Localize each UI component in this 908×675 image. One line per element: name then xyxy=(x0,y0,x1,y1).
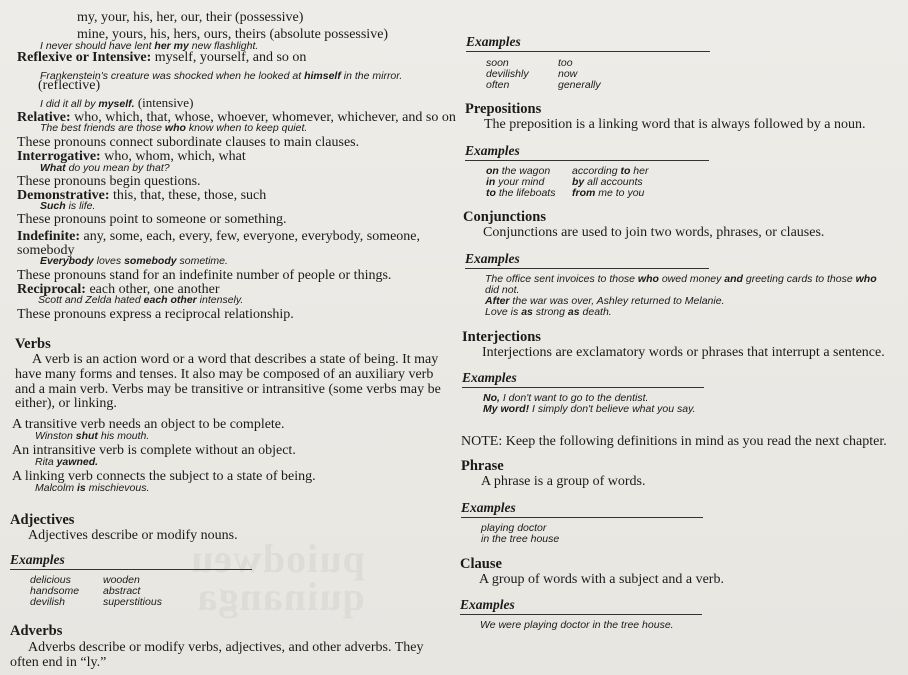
linking-example: Malcolm is mischievous. xyxy=(35,482,150,494)
adverb-example-1b: too xyxy=(558,57,573,69)
clause-examples-label: Examples xyxy=(460,597,515,615)
verbs-paragraph-line1: A verb is an action word or a word that describes a state of being. It may xyxy=(32,352,439,367)
prepositions-def: The preposition is a linking word that is always followed by a noun. xyxy=(484,117,866,132)
interjections-def: Interjections are exclamatory words or phrases that interrupt a sentence. xyxy=(482,345,885,360)
conjunctions-def: Conjunctions are used to join two words, phrases, or clauses. xyxy=(483,225,825,240)
verbs-heading: Verbs xyxy=(15,336,51,352)
phrase-examples-label: Examples xyxy=(461,500,516,518)
verbs-paragraph-line2: have many forms and tenses. It also may be composed of an auxiliary verb xyxy=(15,367,434,382)
relative-note: These pronouns connect subordinate clauses to main clauses. xyxy=(17,135,360,150)
absolute-possessive-list: mine, yours, his, hers, ours, theirs (absolute possessive) xyxy=(77,27,389,42)
intransitive-example: Rita yawned. xyxy=(35,456,99,468)
interjection-example-1: No, I don't want to go to the dentist. xyxy=(483,392,649,404)
verbs-paragraph-line4: either), or linking. xyxy=(15,396,117,411)
possessive-list: my, your, his, her, our, their (possessive) xyxy=(77,10,304,25)
transitive-example: Winston shut his mouth. xyxy=(35,430,150,442)
indefinite-entry: Indefinite: any, some, each, every, few, everyone, everybody, someone, xyxy=(17,229,421,244)
interjections-examples-rule xyxy=(462,387,704,388)
adjective-example-3a: devilish xyxy=(30,596,66,608)
relative-entry: Relative: who, which, that, whose, whoever, whomever, whichever, and so on xyxy=(17,110,456,125)
reciprocal-note: These pronouns express a reciprocal relationship. xyxy=(17,307,294,322)
adverb-example-2b: now xyxy=(558,68,578,80)
bleed-through-text: puiodweu quinanga xyxy=(190,536,365,619)
phrase-example-1: playing doctor xyxy=(481,522,547,534)
clause-example: We were playing doctor in the tree house. xyxy=(480,619,674,631)
conjunctions-heading: Conjunctions xyxy=(463,209,546,225)
adverb-example-1a: soon xyxy=(486,57,509,69)
verbs-paragraph-line3: and a main verb. Verbs may be transitive or intransitive (some verbs may be xyxy=(15,382,441,397)
interjections-heading: Interjections xyxy=(462,329,541,345)
interrogative-entry: Interrogative: who, whom, which, what xyxy=(17,149,246,164)
adjectives-def: Adjectives describe or modify nouns. xyxy=(28,528,238,543)
adjectives-heading: Adjectives xyxy=(10,512,75,528)
reflexive-entry: Reflexive or Intensive: myself, yourself, and so on xyxy=(17,50,307,65)
relative-example: The best friends are those who know when to keep quiet. xyxy=(40,122,308,134)
reciprocal-example: Scott and Zelda hated each other intensely. xyxy=(38,294,244,306)
reflexive-note: (reflective) xyxy=(38,78,101,93)
reflexive-example: Frankenstein's creature was shocked when he looked at himself in the mirror. xyxy=(40,70,403,82)
phrase-heading: Phrase xyxy=(461,458,504,474)
interrogative-example: What do you mean by that? xyxy=(40,162,170,174)
interjections-examples-label: Examples xyxy=(462,370,517,388)
phrase-example-2: in the tree house xyxy=(481,533,560,545)
preposition-example-1b: according to her xyxy=(572,165,649,177)
adverb-example-2a: devilishly xyxy=(486,68,529,80)
indefinite-note: These pronouns stand for an indefinite number of people or things. xyxy=(17,268,392,283)
note-text: NOTE: Keep the following definitions in mind as you read the next chapter. xyxy=(461,434,887,449)
interrogative-note: These pronouns begin questions. xyxy=(17,174,201,189)
interjection-example-2: My word! I simply don't believe what you say. xyxy=(483,403,696,415)
adjectives-examples-rule xyxy=(10,569,252,570)
conjunction-example-1-cont: did not. xyxy=(485,284,520,296)
demonstrative-entry: Demonstrative: this, that, these, those, such xyxy=(17,188,267,203)
phrase-examples-rule xyxy=(461,517,703,518)
prepositions-heading: Prepositions xyxy=(465,101,542,117)
clause-examples-rule xyxy=(460,614,702,615)
intensive-example: I did it all by myself. (intensive) xyxy=(40,95,194,110)
adverbs-heading: Adverbs xyxy=(10,623,63,639)
clause-heading: Clause xyxy=(460,556,502,572)
adjectives-examples-label: Examples xyxy=(10,552,65,570)
phrase-def: A phrase is a group of words. xyxy=(481,474,646,489)
conjunctions-examples-rule xyxy=(465,268,709,269)
transitive-def: A transitive verb needs an object to be complete. xyxy=(12,417,285,432)
preposition-example-3a: to the lifeboats xyxy=(486,187,556,199)
preposition-example-2b: by all accounts xyxy=(572,176,643,188)
demonstrative-example: Such is life. xyxy=(40,200,96,212)
adjective-example-3b: superstitious xyxy=(103,596,162,608)
adverbs-examples-rule xyxy=(466,51,710,52)
adverbs-examples-label: Examples xyxy=(466,34,521,52)
adverb-example-3a: often xyxy=(486,79,510,91)
conjunction-example-2: After the war was over, Ashley returned to Melanie. xyxy=(485,295,725,307)
adverbs-def-line2: often end in “ly.” xyxy=(10,655,107,670)
prepositions-examples-rule xyxy=(465,160,709,161)
indefinite-def-cont: somebody xyxy=(17,243,75,258)
reciprocal-entry: Reciprocal: each other, one another xyxy=(17,282,220,297)
conjunctions-examples-label: Examples xyxy=(465,251,520,269)
linking-def: A linking verb connects the subject to a state of being. xyxy=(12,469,316,484)
clause-def: A group of words with a subject and a verb. xyxy=(479,572,724,587)
preposition-example-3b: from me to you xyxy=(572,187,645,199)
adverb-example-3b: generally xyxy=(558,79,601,91)
preposition-example-2a: in your mind xyxy=(486,176,545,188)
conjunction-example-3: Love is as strong as death. xyxy=(485,306,612,318)
adverbs-def-line1: Adverbs describe or modify verbs, adjectives, and other adverbs. They xyxy=(28,640,424,655)
demonstrative-note: These pronouns point to someone or something. xyxy=(17,212,287,227)
possessive-example: I never should have lent her my new flashlight. xyxy=(40,40,259,52)
prepositions-examples-label: Examples xyxy=(465,143,520,161)
intransitive-def: An intransitive verb is complete without an object. xyxy=(12,443,296,458)
adjective-example-1a: delicious xyxy=(30,574,71,586)
adjective-example-2b: abstract xyxy=(103,585,141,597)
indefinite-example: Everybody loves somebody sometime. xyxy=(40,255,228,267)
conjunction-example-1: The office sent invoices to those who owed money and greeting cards to those who xyxy=(485,273,877,285)
preposition-example-1a: on the wagon xyxy=(486,165,551,177)
adjective-example-1b: wooden xyxy=(103,574,140,586)
adjective-example-2a: handsome xyxy=(30,585,80,597)
